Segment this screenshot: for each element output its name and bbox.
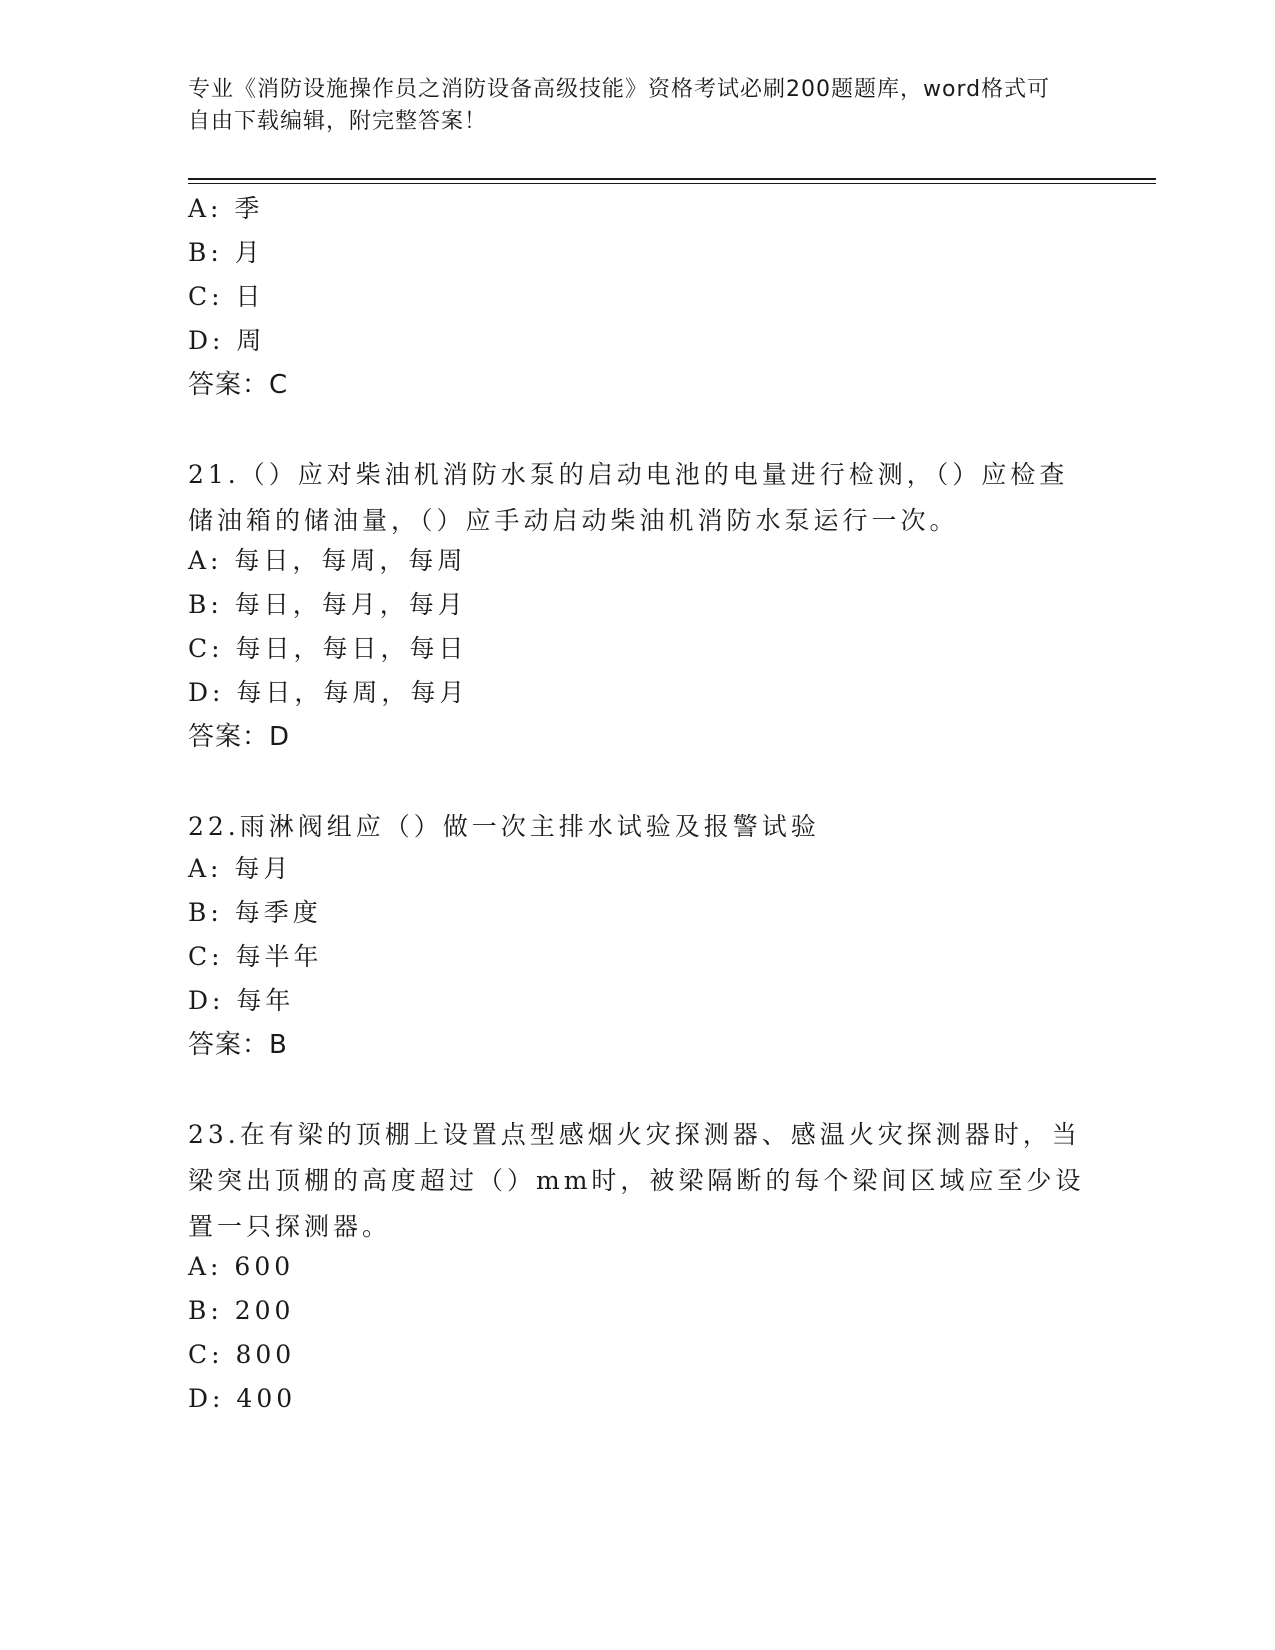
answer: 答案：D: [188, 722, 291, 752]
option-d: D: 周: [188, 326, 266, 355]
option-c: C: 每日，每日，每日: [188, 634, 468, 663]
option-a: A: 季: [188, 194, 264, 223]
option-c: C: 800: [188, 1340, 296, 1369]
option-d: D: 每年: [188, 986, 295, 1015]
document-header: 专业《消防设施操作员之消防设备高级技能》资格考试必刷200题题库，word格式可自由下载编辑，附完整答案！: [188, 77, 1051, 134]
option-a: A: 600: [188, 1252, 295, 1281]
answer: 答案：C: [188, 370, 289, 400]
header-divider: [188, 178, 1156, 180]
option-a: A: 每月: [188, 854, 293, 883]
question-22: 22.雨淋阀组应（）做一次主排水试验及报警试验: [188, 812, 820, 841]
question-23: 23.在有梁的顶棚上设置点型感烟火灾探测器、感温火灾探测器时，当梁突出顶棚的高度超过（）mm时，被梁隔断的每个梁间区域应至少设置一只探测器。: [188, 1120, 1085, 1241]
option-b: B: 每季度: [188, 898, 322, 927]
question-21: 21.（）应对柴油机消防水泵的启动电池的电量进行检测，（）应检查储油箱的储油量，（）应手动启动柴油机消防水泵运行一次。: [188, 460, 1069, 535]
option-d: D: 每日，每周，每月: [188, 678, 469, 707]
option-c: C: 日: [188, 282, 265, 311]
option-b: B: 200: [188, 1296, 295, 1325]
option-a: A: 每日，每周，每周: [188, 546, 467, 575]
option-b: B: 月: [188, 238, 264, 267]
option-c: C: 每半年: [188, 942, 323, 971]
option-b: B: 每日，每月，每月: [188, 590, 467, 619]
answer: 答案：B: [188, 1030, 288, 1060]
option-d: D: 400: [188, 1384, 297, 1413]
header-divider-thin: [188, 183, 1156, 184]
